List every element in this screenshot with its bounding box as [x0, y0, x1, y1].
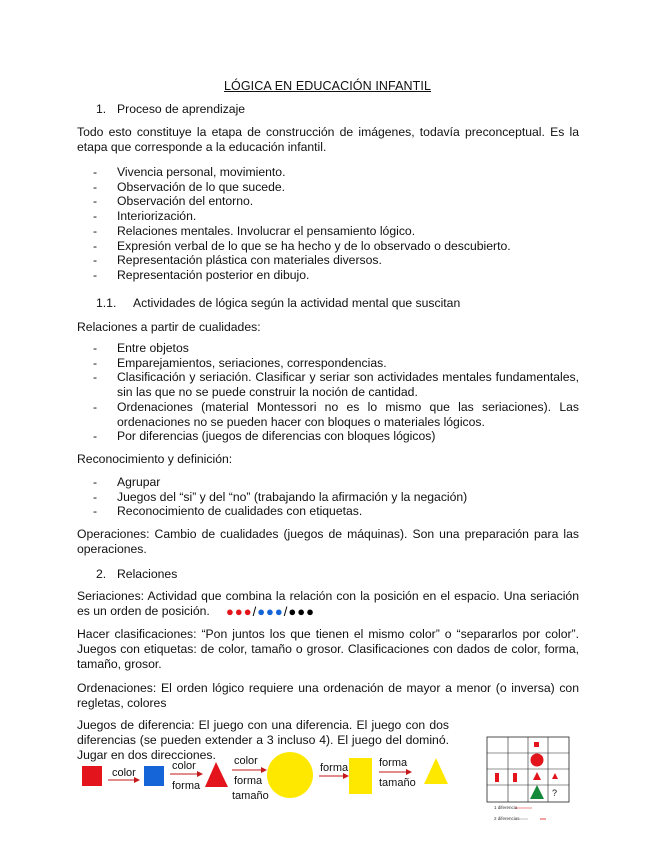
section-1-1-heading: Actividades de lógica según la actividad mental que suscitan: [133, 296, 461, 310]
yellow-rectangle-shape: [349, 758, 372, 794]
operaciones-paragraph: Operaciones: Cambio de cualidades (juegos de máquinas). Son una preparación para las operaciones.: [77, 527, 579, 556]
machine-label: tamaño: [232, 790, 269, 802]
list-item: - Observación del entorno.: [93, 194, 579, 209]
machine-label: tamaño: [379, 777, 416, 789]
red-circle-shape: [531, 754, 544, 767]
list-item: - Expresión verbal de lo que se ha hecho y de lo observado o descubierto.: [93, 239, 579, 254]
red-triangle-shape: [552, 773, 558, 779]
list-item: - Representación plástica con materiales diversos.: [93, 253, 579, 268]
difference-grid: [487, 737, 569, 821]
list-item: - Ordenaciones (material Montessori no es lo mismo que las seriaciones). Las ordenaciones no se pueden hacer con bloques o materiales lógicos.: [93, 400, 579, 429]
list-item: - Representación posterior en dibujo.: [93, 268, 579, 283]
machine-label: color: [234, 755, 258, 767]
reconocimiento-heading: Reconocimiento y definición:: [77, 452, 233, 466]
section-1-number: 1.: [96, 102, 107, 116]
list-item: - Por diferencias (juegos de diferencias con bloques lógicos): [93, 429, 579, 444]
list-item: - Vivencia personal, movimiento.: [93, 165, 579, 180]
cualidades-list: [93, 341, 579, 444]
list-item: - Entre objetos: [93, 341, 579, 356]
yellow-circle-shape: [267, 752, 313, 798]
green-triangle-shape: [530, 785, 544, 799]
grid-legend: 2 diferencias: [494, 816, 520, 821]
seriation-dots: [226, 604, 315, 619]
dots-separator: /: [252, 604, 258, 619]
machine-label: forma: [172, 780, 201, 792]
red-bar-shape: [513, 773, 517, 782]
black-dots: ●●●: [288, 604, 315, 619]
list-item: - Interiorización.: [93, 209, 579, 224]
red-dots: ●●●: [226, 604, 253, 619]
ordenaciones-paragraph: Ordenaciones: El orden lógico requiere una ordenación de mayor a menor (o inversa) con regletas, colores: [77, 681, 579, 710]
intro-paragraph: Todo esto constituye la etapa de construcción de imágenes, todavía preconceptual. Es la etapa que corresponde a la educación infantil.: [77, 125, 579, 154]
list-item: - Relaciones mentales. Involucrar el pensamiento lógico.: [93, 224, 579, 239]
reconocimiento-list: [93, 475, 579, 519]
cualidades-heading: Relaciones a partir de cualidades:: [77, 320, 261, 334]
machine-label: color: [112, 767, 136, 779]
juegos-paragraph: Juegos de diferencia: El juego con una diferencia. El juego con dos diferencias (se pueden extender a 3 incluso 4). El juego del dominó. Jugar en dos direcciones.: [77, 718, 449, 762]
red-square-shape: [82, 766, 102, 786]
list-item: - Emparejamientos, seriaciones, correspondencias.: [93, 356, 579, 371]
blue-dots: ●●●: [257, 604, 284, 619]
machine-label: forma: [379, 757, 408, 769]
list-item: - Agrupar: [93, 475, 579, 490]
section-1-heading: Proceso de aprendizaje: [117, 102, 246, 116]
dots-separator: /: [283, 604, 289, 619]
page-title: LÓGICA EN EDUCACIÓN INFANTIL: [223, 79, 431, 93]
clasificaciones-paragraph: Hacer clasificaciones: “Pon juntos los que tienen el mismo color” o “separarlos por color”. Juegos con etiquetas: de color, tamaño o grosor. Clasificaciones con dados de color, forma, tamaño, grosor.: [77, 627, 579, 671]
red-square-shape: [534, 742, 539, 747]
grid-legend: 1 diferencia: [494, 805, 518, 810]
machine-label: color: [172, 760, 196, 772]
seriaciones-paragraph: Seriaciones: Actividad que combina la relación con la posición en el espacio. Una seriación es un orden de posición.: [77, 589, 579, 618]
list-item: - Clasificación y seriación. Clasificar y seriar son actividades mentales fundamentales, sin las que no se puede construir la noción de cantidad.: [93, 370, 579, 399]
question-mark: ?: [552, 788, 558, 798]
process-list: [93, 165, 579, 283]
red-triangle-shape: [205, 762, 228, 787]
list-item: - Reconocimiento de cualidades con etiquetas.: [93, 504, 579, 519]
section-2-heading: Relaciones: [117, 567, 178, 581]
machine-label: forma: [320, 762, 349, 774]
red-triangle-shape: [533, 772, 541, 780]
section-1-1-number: 1.1.: [96, 296, 117, 310]
list-item: - Observación de lo que sucede.: [93, 180, 579, 195]
list-item: - Juegos del “si” y del “no” (trabajando la afirmación y la negación): [93, 490, 579, 505]
blue-square-shape: [144, 766, 164, 786]
machine-label: forma: [234, 775, 263, 787]
red-bar-shape: [495, 773, 499, 782]
section-2-number: 2.: [96, 567, 107, 581]
